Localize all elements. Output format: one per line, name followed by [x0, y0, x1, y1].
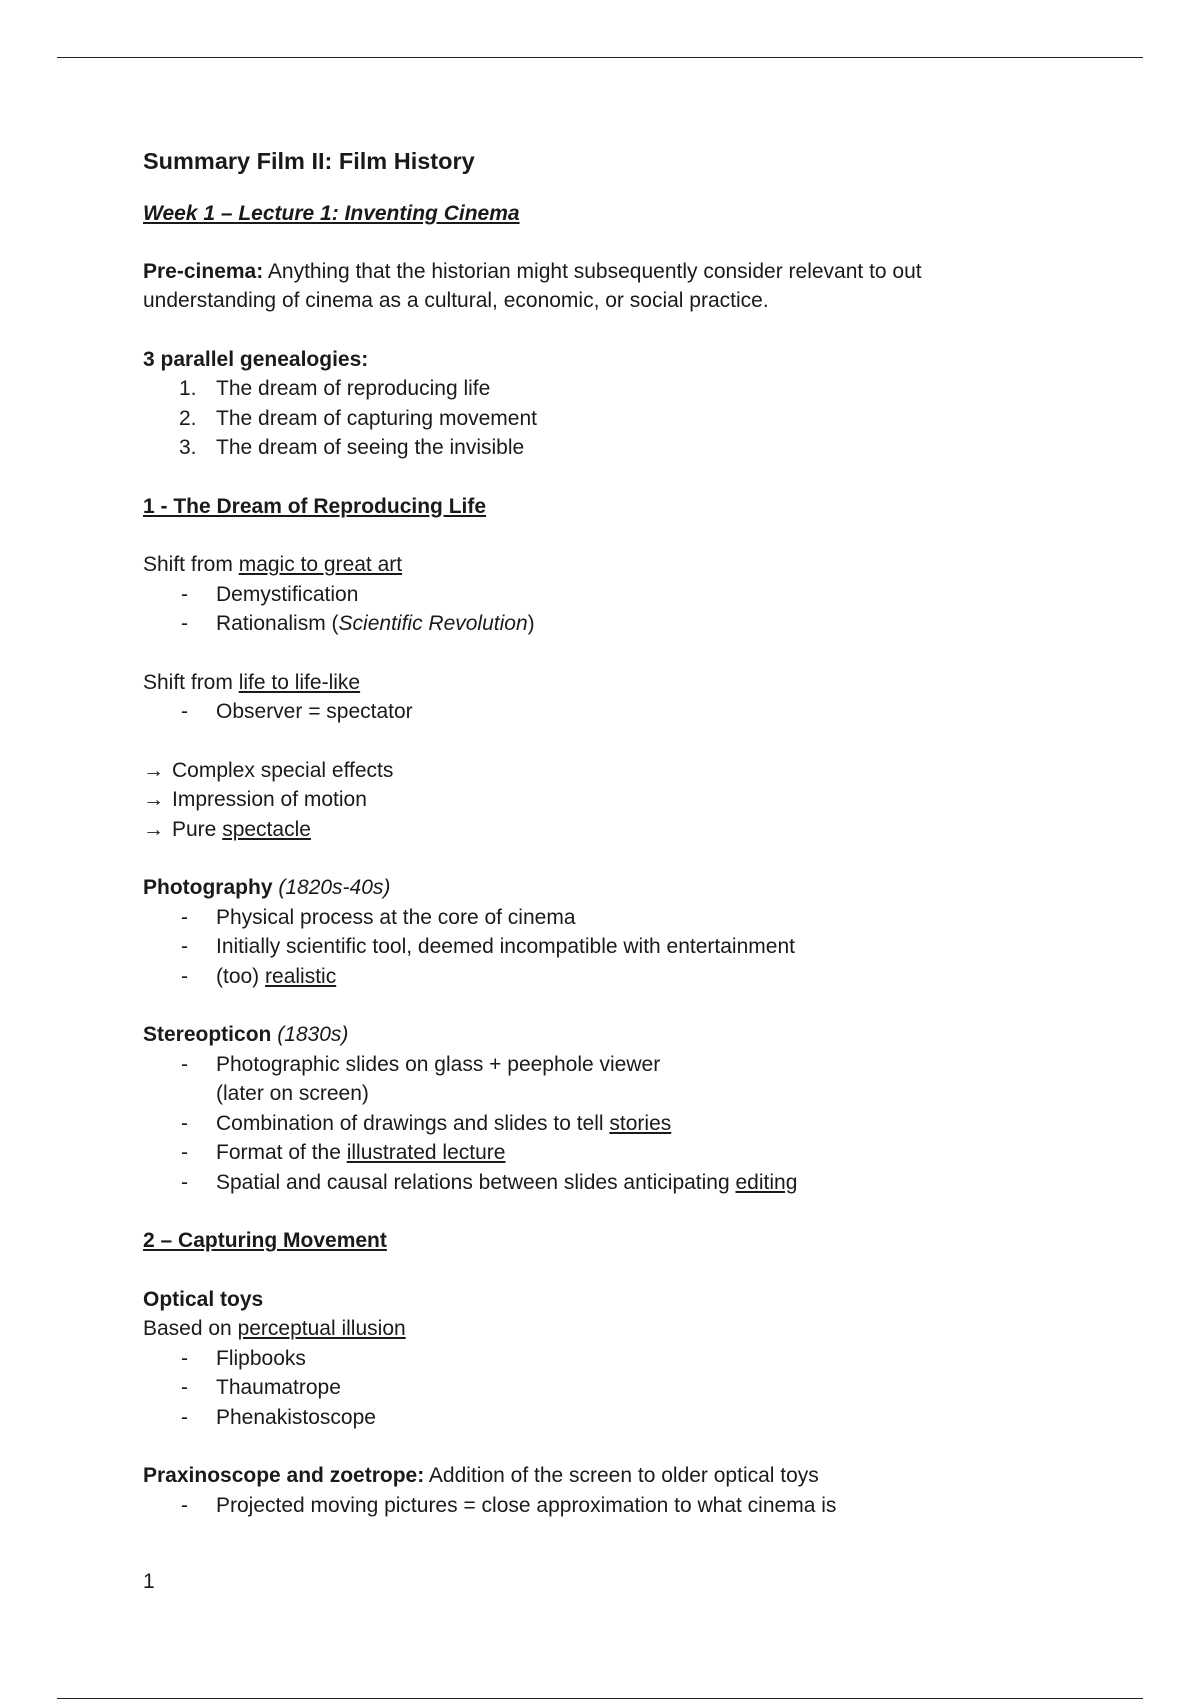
shift-magic-block: [143, 550, 1043, 639]
precinema-definition: [143, 257, 1043, 316]
lecture-heading: Week 1 – Lecture 1: Inventing Cinema: [143, 202, 520, 225]
shift-prefix: Shift from: [143, 553, 239, 576]
genealogies-block: [143, 345, 1043, 463]
precinema-text: Anything that the historian might subsequently consider relevant to out understanding of cinema as a cultural, economic, or social practice.: [143, 259, 922, 312]
arrow-line-text: Complex special effects: [172, 758, 394, 782]
list-item-underlined: illustrated lecture: [346, 1141, 506, 1164]
list-item: [143, 1138, 1043, 1168]
list-item-text: Observer = spectator: [216, 700, 413, 723]
arrow-right-icon: →: [143, 758, 164, 782]
arrow-line-text: Pure: [172, 817, 223, 841]
dash-marker: -: [181, 1376, 188, 1399]
based-underlined: perceptual illusion: [237, 1317, 406, 1340]
dash-marker: -: [181, 582, 188, 606]
shift-prefix: Shift from: [143, 670, 239, 694]
praxinoscope-label: Praxinoscope and zoetrope:: [143, 1464, 425, 1487]
dash-marker: -: [181, 935, 188, 958]
page-number: 1: [143, 1570, 155, 1593]
photography-heading: [143, 873, 1043, 903]
list-item-text: Physical process at the core of cinema: [216, 905, 576, 929]
optical-toys-list: [143, 1344, 1043, 1433]
list-item-text: Demystification: [216, 582, 359, 606]
list-item: [143, 404, 1043, 434]
precinema-label: Pre-cinema:: [143, 259, 264, 283]
list-item: [143, 1168, 1043, 1198]
dash-marker: -: [181, 964, 188, 988]
list-item-text: Combination of drawings and slides to tell: [216, 1111, 610, 1135]
based-prefix: Based on: [143, 1317, 238, 1340]
stereopticon-block: [143, 1020, 1043, 1197]
document-title: Summary Film II: Film History: [143, 148, 475, 174]
shift-underlined: magic to great art: [238, 553, 403, 576]
list-item: [143, 433, 1043, 463]
arrow-line-underlined: spectacle: [222, 817, 311, 841]
list-number: 2.: [179, 406, 197, 430]
list-item: [143, 962, 1043, 992]
list-item-text: Format of the: [216, 1141, 347, 1164]
shift-magic-list: [143, 580, 1043, 639]
stereopticon-date: (1830s): [277, 1023, 349, 1046]
dash-marker: -: [181, 1405, 188, 1429]
stereopticon-heading: [143, 1020, 1043, 1050]
photography-block: [143, 873, 1043, 991]
list-item-suffix: ): [527, 612, 535, 635]
arrow-block: [143, 756, 1043, 845]
dash-marker: -: [181, 1111, 188, 1135]
list-item-text-continued: (later on screen): [216, 1082, 369, 1105]
dash-marker: -: [181, 1141, 188, 1164]
dash-marker: -: [181, 1052, 188, 1076]
list-item-underlined: editing: [735, 1170, 798, 1194]
list-item: [143, 1050, 1043, 1109]
section-heading-capturing-movement: 2 – Capturing Movement: [143, 1229, 387, 1252]
list-item: [143, 609, 1043, 639]
list-item-text: The dream of reproducing life: [216, 377, 491, 400]
dash-marker: -: [181, 1170, 188, 1194]
list-item: [143, 903, 1043, 933]
dash-marker: -: [181, 1346, 188, 1370]
list-item: [143, 1491, 1043, 1521]
list-item-text: Phenakistoscope: [216, 1405, 376, 1429]
dash-marker: -: [181, 905, 188, 929]
list-item-text: Spatial and causal relations between slides anticipating: [216, 1170, 736, 1194]
list-item-text: Flipbooks: [216, 1346, 306, 1370]
photography-date: (1820s-40s): [278, 876, 391, 899]
shift-life-line: [143, 668, 1043, 698]
shift-life-list: [143, 697, 1043, 727]
praxinoscope-block: [143, 1461, 1043, 1520]
list-item-italic: Scientific Revolution: [338, 612, 528, 635]
list-item-text: The dream of seeing the invisible: [216, 436, 525, 459]
arrow-line: [143, 815, 1043, 845]
list-item-text: Rationalism (: [216, 612, 339, 635]
photography-list: [143, 903, 1043, 992]
list-item-text: Photographic slides on glass + peephole viewer: [216, 1052, 661, 1076]
footer-rule: [57, 1698, 1143, 1699]
photography-label: Photography: [143, 876, 273, 899]
genealogies-label: 3 parallel genealogies:: [143, 347, 369, 371]
list-item-underlined: realistic: [265, 964, 337, 988]
arrow-right-icon: →: [143, 817, 164, 841]
optical-toys-label: Optical toys: [143, 1287, 264, 1311]
shift-life-block: [143, 668, 1043, 727]
list-item: [143, 697, 1043, 727]
list-item-text: Thaumatrope: [216, 1376, 341, 1399]
list-item-text: Projected moving pictures = close approximation to what cinema is: [216, 1493, 837, 1517]
list-item: [143, 580, 1043, 610]
optical-toys-based-line: [143, 1314, 1043, 1344]
praxinoscope-list: [143, 1491, 1043, 1521]
arrow-right-icon: →: [143, 788, 164, 811]
praxinoscope-text: Addition of the screen to older optical toys: [424, 1464, 819, 1487]
section-heading-reproducing-life: 1 - The Dream of Reproducing Life: [143, 494, 487, 518]
list-item-text: (too): [216, 964, 266, 988]
list-item: [143, 1403, 1043, 1433]
stereopticon-list: [143, 1050, 1043, 1198]
dash-marker: -: [181, 700, 188, 723]
optical-toys-block: [143, 1285, 1043, 1433]
header-rule: [57, 57, 1143, 58]
list-item: [143, 1373, 1043, 1403]
list-item-underlined: stories: [609, 1111, 672, 1135]
genealogies-list: [143, 374, 1043, 463]
list-number: 3.: [179, 436, 197, 459]
list-number: 1.: [179, 377, 197, 400]
list-item-text: The dream of capturing movement: [216, 406, 537, 430]
arrow-line-text: Impression of motion: [172, 788, 367, 811]
dash-marker: -: [181, 612, 188, 635]
list-item-text: Initially scientific tool, deemed incompatible with entertainment: [216, 935, 795, 958]
shift-underlined: life to life-like: [238, 670, 361, 694]
stereopticon-label: Stereopticon: [143, 1023, 272, 1046]
list-item: [143, 1344, 1043, 1374]
praxinoscope-line: [143, 1461, 1043, 1491]
shift-magic-line: [143, 550, 1043, 580]
dash-marker: -: [181, 1493, 188, 1517]
list-item: [143, 1109, 1043, 1139]
list-item: [143, 932, 1043, 962]
arrow-line: [143, 785, 1043, 815]
arrow-line: [143, 756, 1043, 786]
list-item: [143, 374, 1043, 404]
document-page: [143, 145, 1043, 1549]
